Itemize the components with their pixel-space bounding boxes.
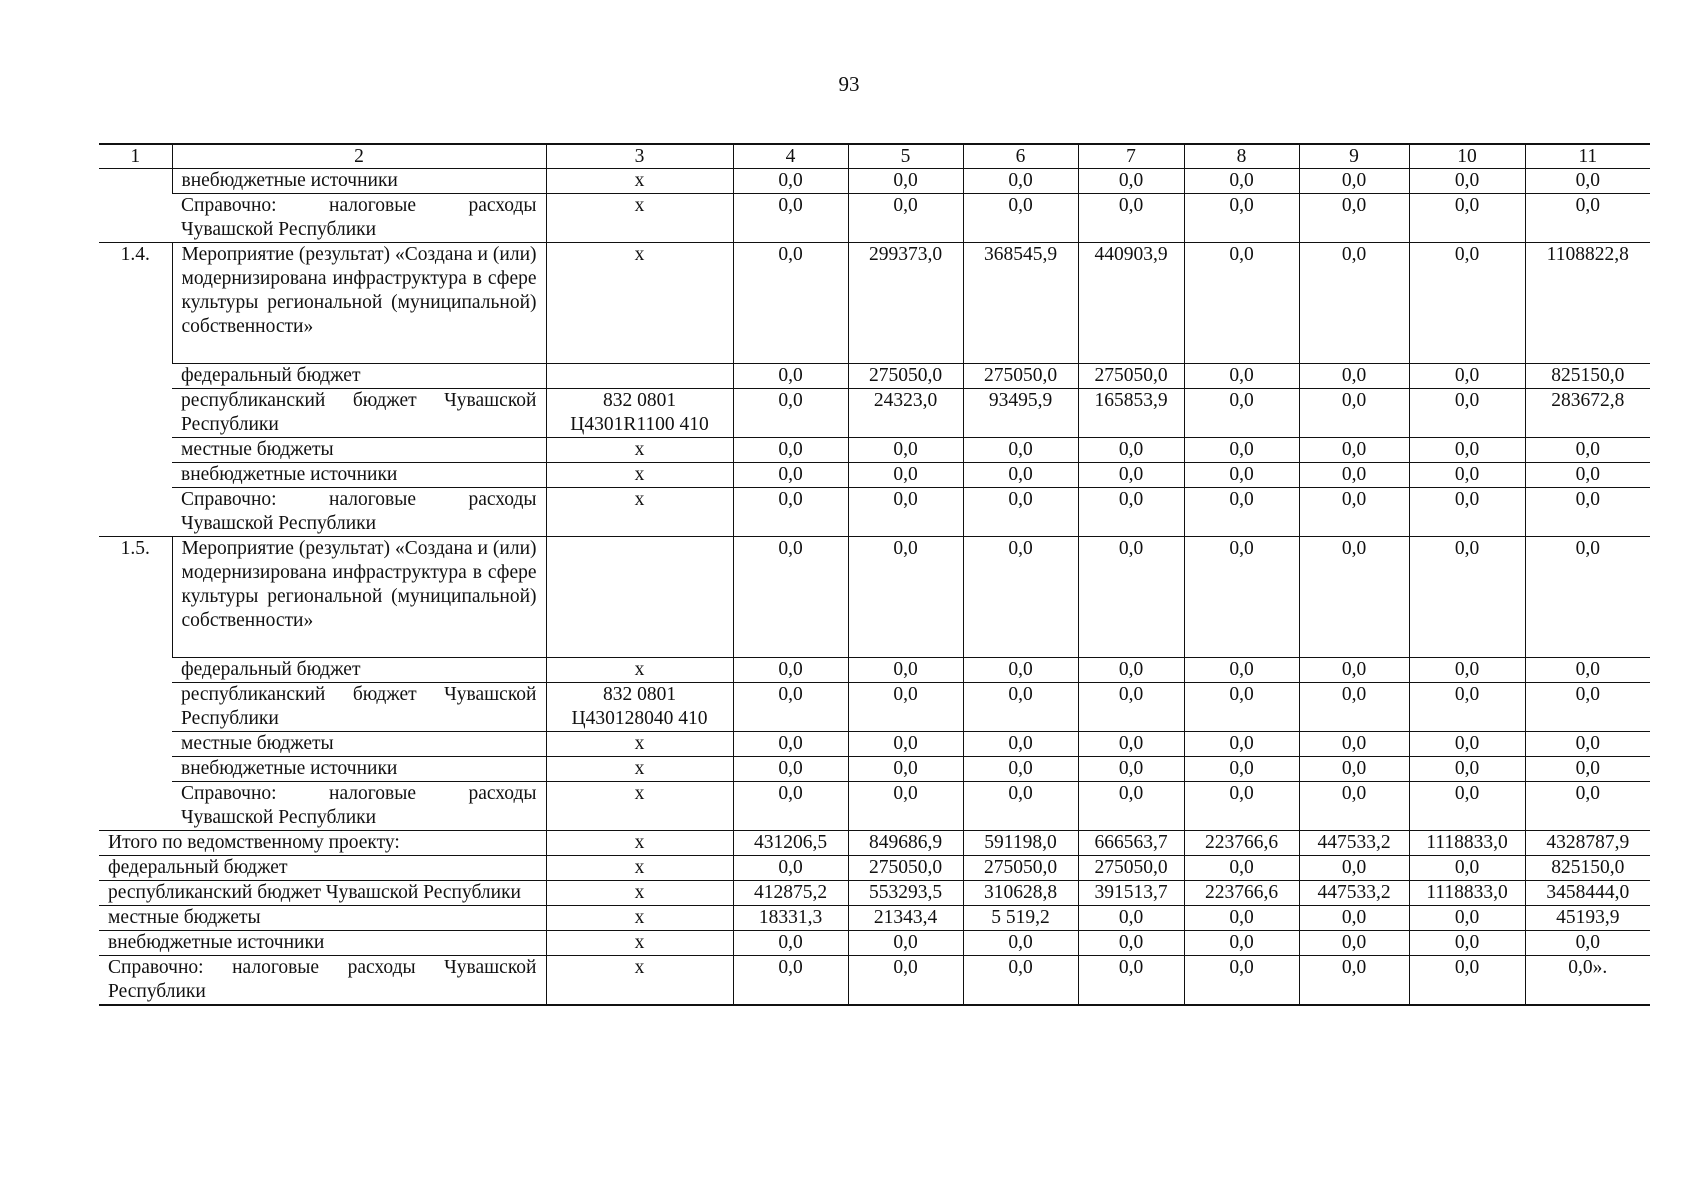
value-cell: 0,0 xyxy=(733,389,848,438)
value-cell: 825150,0 xyxy=(1525,364,1650,389)
column-number-6: 6 xyxy=(963,144,1078,169)
row-label: Мероприятие (результат) «Создана и (или) модернизирована инфраструктура в сфере культуры региональной (муниципальной) собственности» xyxy=(172,537,546,658)
value-cell: 0,0 xyxy=(963,658,1078,683)
value-cell: 0,0 xyxy=(733,463,848,488)
table-body xyxy=(99,144,1650,1005)
value-cell: 0,0 xyxy=(733,732,848,757)
table-row xyxy=(99,757,1650,782)
table-row xyxy=(99,683,1650,732)
row-label: федеральный бюджет xyxy=(172,658,546,683)
budget-code: х xyxy=(546,856,733,881)
total-breakdown-row xyxy=(99,856,1650,881)
value-cell: 0,0 xyxy=(1078,463,1184,488)
column-number-8: 8 xyxy=(1184,144,1299,169)
value-cell: 283672,8 xyxy=(1525,389,1650,438)
column-number-2: 2 xyxy=(172,144,546,169)
value-cell: 849686,9 xyxy=(848,831,963,856)
value-cell: 391513,7 xyxy=(1078,881,1184,906)
value-cell: 24323,0 xyxy=(848,389,963,438)
column-number-5: 5 xyxy=(848,144,963,169)
value-cell: 0,0 xyxy=(848,169,963,194)
value-cell: 0,0 xyxy=(1525,438,1650,463)
value-cell: 165853,9 xyxy=(1078,389,1184,438)
value-cell: 0,0 xyxy=(963,782,1078,831)
value-cell: 0,0 xyxy=(1078,931,1184,956)
value-cell: 93495,9 xyxy=(963,389,1078,438)
value-cell: 0,0 xyxy=(1409,389,1525,438)
value-cell: 1118833,0 xyxy=(1409,881,1525,906)
table-row xyxy=(99,389,1650,438)
row-label: республиканский бюджет Чувашской Республики xyxy=(172,389,546,438)
value-cell: 0,0 xyxy=(963,732,1078,757)
table-row xyxy=(99,658,1650,683)
value-cell: 0,0 xyxy=(848,658,963,683)
row-label: внебюджетные источники xyxy=(172,463,546,488)
value-cell: 591198,0 xyxy=(963,831,1078,856)
value-cell: 553293,5 xyxy=(848,881,963,906)
value-cell: 0,0 xyxy=(1184,782,1299,831)
value-cell: 0,0 xyxy=(1525,488,1650,537)
value-cell: 0,0 xyxy=(1299,438,1409,463)
value-cell: 0,0 xyxy=(1184,658,1299,683)
value-cell: 0,0 xyxy=(733,364,848,389)
row-label: местные бюджеты xyxy=(172,438,546,463)
column-number-7: 7 xyxy=(1078,144,1184,169)
column-number-10: 10 xyxy=(1409,144,1525,169)
value-cell: 0,0 xyxy=(733,658,848,683)
value-cell: 0,0 xyxy=(848,683,963,732)
value-cell: 1108822,8 xyxy=(1525,243,1650,364)
budget-code: 832 0801 Ц4301R1100 410 xyxy=(546,389,733,438)
value-cell: 0,0 xyxy=(1184,906,1299,931)
value-cell: 0,0 xyxy=(848,956,963,1006)
total-label: федеральный бюджет xyxy=(99,856,546,881)
budget-code: х xyxy=(546,782,733,831)
budget-code: х xyxy=(546,831,733,856)
value-cell: 0,0 xyxy=(1184,956,1299,1006)
value-cell: 0,0 xyxy=(1299,931,1409,956)
value-cell: 0,0 xyxy=(1299,658,1409,683)
value-cell: 3458444,0 xyxy=(1525,881,1650,906)
value-cell: 0,0 xyxy=(1184,389,1299,438)
value-cell: 0,0 xyxy=(1409,169,1525,194)
value-cell: 275050,0 xyxy=(848,364,963,389)
value-cell: 0,0 xyxy=(1078,782,1184,831)
column-number-4: 4 xyxy=(733,144,848,169)
table-row xyxy=(99,169,1650,194)
total-label: внебюджетные источники xyxy=(99,931,546,956)
total-breakdown-row xyxy=(99,906,1650,931)
budget-code: х xyxy=(546,757,733,782)
value-cell: 0,0 xyxy=(733,169,848,194)
value-cell: 0,0 xyxy=(1299,956,1409,1006)
value-cell: 0,0 xyxy=(1525,463,1650,488)
value-cell: 5 519,2 xyxy=(963,906,1078,931)
table-row xyxy=(99,537,1650,658)
value-cell: 0,0 xyxy=(963,683,1078,732)
row-label: внебюджетные источники xyxy=(172,169,546,194)
value-cell: 0,0 xyxy=(1299,364,1409,389)
page-number: 93 xyxy=(838,72,860,96)
value-cell: 45193,9 xyxy=(1525,906,1650,931)
budget-code: х xyxy=(546,463,733,488)
value-cell: 0,0 xyxy=(1184,757,1299,782)
budget-code: 832 0801 Ц430128040 410 xyxy=(546,683,733,732)
value-cell: 0,0 xyxy=(1525,757,1650,782)
value-cell: 0,0 xyxy=(1409,438,1525,463)
value-cell: 275050,0 xyxy=(1078,856,1184,881)
value-cell: 0,0 xyxy=(1409,732,1525,757)
value-cell: 0,0 xyxy=(1184,537,1299,658)
value-cell: 0,0 xyxy=(963,194,1078,243)
value-cell: 275050,0 xyxy=(963,856,1078,881)
value-cell: 0,0 xyxy=(1409,364,1525,389)
total-label: Итого по ведомственному проекту: xyxy=(99,831,546,856)
value-cell: 223766,6 xyxy=(1184,881,1299,906)
value-cell: 0,0 xyxy=(963,757,1078,782)
row-label: республиканский бюджет Чувашской Республики xyxy=(172,683,546,732)
value-cell: 447533,2 xyxy=(1299,881,1409,906)
value-cell: 0,0 xyxy=(963,931,1078,956)
value-cell: 0,0 xyxy=(1078,683,1184,732)
value-cell: 431206,5 xyxy=(733,831,848,856)
budget-code: х xyxy=(546,732,733,757)
column-number-row xyxy=(99,144,1650,169)
value-cell: 0,0 xyxy=(733,956,848,1006)
table-row xyxy=(99,194,1650,243)
value-cell: 0,0 xyxy=(733,537,848,658)
value-cell: 299373,0 xyxy=(848,243,963,364)
value-cell: 0,0 xyxy=(1525,194,1650,243)
value-cell: 4328787,9 xyxy=(1525,831,1650,856)
value-cell: 440903,9 xyxy=(1078,243,1184,364)
budget-code: х xyxy=(546,438,733,463)
value-cell: 0,0 xyxy=(848,463,963,488)
table-row xyxy=(99,732,1650,757)
value-cell: 0,0 xyxy=(1078,906,1184,931)
total-breakdown-row xyxy=(99,931,1650,956)
value-cell: 0,0 xyxy=(1184,364,1299,389)
value-cell: 0,0 xyxy=(1184,194,1299,243)
column-number-9: 9 xyxy=(1299,144,1409,169)
value-cell: 223766,6 xyxy=(1184,831,1299,856)
value-cell: 447533,2 xyxy=(1299,831,1409,856)
value-cell: 0,0 xyxy=(848,488,963,537)
row-number-cell xyxy=(99,169,172,243)
value-cell: 0,0 xyxy=(1409,683,1525,732)
row-label: Справочно: налоговые расходы Чувашской Республики xyxy=(172,194,546,243)
value-cell: 0,0 xyxy=(1078,438,1184,463)
total-label: местные бюджеты xyxy=(99,906,546,931)
value-cell: 0,0 xyxy=(848,732,963,757)
total-breakdown-row xyxy=(99,881,1650,906)
total-label: Справочно: налоговые расходы Чувашской Республики xyxy=(99,956,546,1006)
value-cell: 0,0 xyxy=(1525,169,1650,194)
value-cell: 0,0 xyxy=(1409,956,1525,1006)
value-cell: 0,0». xyxy=(1525,956,1650,1006)
value-cell: 0,0 xyxy=(1299,194,1409,243)
value-cell: 0,0 xyxy=(733,683,848,732)
value-cell: 0,0 xyxy=(1184,683,1299,732)
value-cell: 0,0 xyxy=(733,243,848,364)
value-cell: 0,0 xyxy=(963,169,1078,194)
budget-code: х xyxy=(546,956,733,1006)
value-cell: 0,0 xyxy=(733,438,848,463)
value-cell: 0,0 xyxy=(1299,906,1409,931)
value-cell: 0,0 xyxy=(1525,782,1650,831)
row-label: Справочно: налоговые расходы Чувашской Республики xyxy=(172,782,546,831)
value-cell: 0,0 xyxy=(1409,243,1525,364)
value-cell: 0,0 xyxy=(963,537,1078,658)
value-cell: 275050,0 xyxy=(848,856,963,881)
value-cell: 0,0 xyxy=(848,537,963,658)
value-cell: 0,0 xyxy=(1409,537,1525,658)
value-cell: 0,0 xyxy=(1184,463,1299,488)
value-cell: 0,0 xyxy=(1184,169,1299,194)
value-cell: 0,0 xyxy=(1409,757,1525,782)
row-number-cell: 1.5. xyxy=(99,537,172,831)
value-cell: 0,0 xyxy=(1525,683,1650,732)
budget-code: х xyxy=(546,488,733,537)
value-cell: 0,0 xyxy=(1409,856,1525,881)
value-cell: 0,0 xyxy=(848,782,963,831)
table-row xyxy=(99,782,1650,831)
value-cell: 0,0 xyxy=(1299,757,1409,782)
row-label: федеральный бюджет xyxy=(172,364,546,389)
value-cell: 0,0 xyxy=(1299,243,1409,364)
value-cell: 0,0 xyxy=(1409,463,1525,488)
value-cell: 0,0 xyxy=(1184,931,1299,956)
row-label: местные бюджеты xyxy=(172,732,546,757)
value-cell: 275050,0 xyxy=(963,364,1078,389)
row-number-cell: 1.4. xyxy=(99,243,172,537)
value-cell: 0,0 xyxy=(733,931,848,956)
value-cell: 0,0 xyxy=(1299,732,1409,757)
value-cell: 0,0 xyxy=(733,488,848,537)
budget-code: х xyxy=(546,169,733,194)
value-cell: 0,0 xyxy=(1409,658,1525,683)
value-cell: 0,0 xyxy=(1299,782,1409,831)
value-cell: 0,0 xyxy=(1299,856,1409,881)
value-cell: 0,0 xyxy=(1078,169,1184,194)
value-cell: 0,0 xyxy=(1078,658,1184,683)
value-cell: 666563,7 xyxy=(1078,831,1184,856)
budget-code xyxy=(546,364,733,389)
total-breakdown-row xyxy=(99,956,1650,1006)
value-cell: 0,0 xyxy=(1525,732,1650,757)
value-cell: 0,0 xyxy=(963,463,1078,488)
value-cell: 0,0 xyxy=(1299,169,1409,194)
value-cell: 0,0 xyxy=(1525,658,1650,683)
value-cell: 0,0 xyxy=(1299,389,1409,438)
table-row xyxy=(99,243,1650,364)
value-cell: 0,0 xyxy=(1409,931,1525,956)
value-cell: 825150,0 xyxy=(1525,856,1650,881)
value-cell: 21343,4 xyxy=(848,906,963,931)
column-number-11: 11 xyxy=(1525,144,1650,169)
value-cell: 0,0 xyxy=(1078,757,1184,782)
value-cell: 0,0 xyxy=(963,488,1078,537)
value-cell: 0,0 xyxy=(1184,488,1299,537)
value-cell: 0,0 xyxy=(1184,243,1299,364)
budget-code: х xyxy=(546,931,733,956)
value-cell: 18331,3 xyxy=(733,906,848,931)
budget-code: х xyxy=(546,658,733,683)
value-cell: 0,0 xyxy=(1409,194,1525,243)
value-cell: 0,0 xyxy=(848,194,963,243)
budget-code: х xyxy=(546,243,733,364)
value-cell: 0,0 xyxy=(733,782,848,831)
value-cell: 0,0 xyxy=(733,856,848,881)
budget-code: х xyxy=(546,194,733,243)
value-cell: 0,0 xyxy=(1184,856,1299,881)
value-cell: 0,0 xyxy=(733,757,848,782)
budget-code: х xyxy=(546,881,733,906)
value-cell: 0,0 xyxy=(1299,463,1409,488)
value-cell: 0,0 xyxy=(848,438,963,463)
value-cell: 0,0 xyxy=(1525,931,1650,956)
value-cell: 310628,8 xyxy=(963,881,1078,906)
budget-table xyxy=(99,143,1650,1006)
value-cell: 0,0 xyxy=(963,956,1078,1006)
value-cell: 0,0 xyxy=(1078,956,1184,1006)
value-cell: 0,0 xyxy=(848,931,963,956)
value-cell: 0,0 xyxy=(963,438,1078,463)
value-cell: 0,0 xyxy=(1078,732,1184,757)
value-cell: 0,0 xyxy=(1184,438,1299,463)
table-row xyxy=(99,438,1650,463)
value-cell: 0,0 xyxy=(848,757,963,782)
row-label: Справочно: налоговые расходы Чувашской Республики xyxy=(172,488,546,537)
table-row xyxy=(99,364,1650,389)
value-cell: 368545,9 xyxy=(963,243,1078,364)
value-cell: 0,0 xyxy=(1184,732,1299,757)
table-row xyxy=(99,463,1650,488)
total-row xyxy=(99,831,1650,856)
value-cell: 275050,0 xyxy=(1078,364,1184,389)
value-cell: 0,0 xyxy=(733,194,848,243)
value-cell: 0,0 xyxy=(1299,683,1409,732)
column-number-1: 1 xyxy=(99,144,172,169)
budget-code xyxy=(546,537,733,658)
budget-code: х xyxy=(546,906,733,931)
column-number-3: 3 xyxy=(546,144,733,169)
value-cell: 0,0 xyxy=(1409,906,1525,931)
row-label: Мероприятие (результат) «Создана и (или) модернизирована инфраструктура в сфере культуры региональной (муниципальной) собственности» xyxy=(172,243,546,364)
value-cell: 0,0 xyxy=(1409,782,1525,831)
total-label: республиканский бюджет Чувашской Республики xyxy=(99,881,546,906)
value-cell: 0,0 xyxy=(1299,488,1409,537)
value-cell: 0,0 xyxy=(1078,488,1184,537)
row-label: внебюджетные источники xyxy=(172,757,546,782)
table-row xyxy=(99,488,1650,537)
value-cell: 412875,2 xyxy=(733,881,848,906)
value-cell: 0,0 xyxy=(1078,537,1184,658)
value-cell: 0,0 xyxy=(1409,488,1525,537)
value-cell: 0,0 xyxy=(1299,537,1409,658)
value-cell: 0,0 xyxy=(1078,194,1184,243)
value-cell: 1118833,0 xyxy=(1409,831,1525,856)
value-cell: 0,0 xyxy=(1525,537,1650,658)
